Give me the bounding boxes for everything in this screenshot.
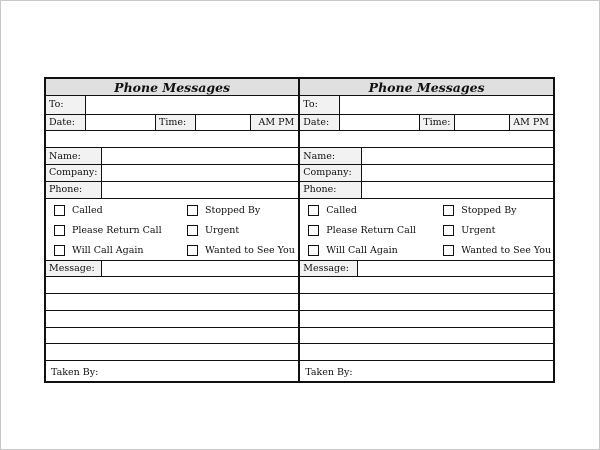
- checkbox-please-return-call[interactable]: [54, 225, 162, 236]
- message-line[interactable]: [46, 294, 298, 311]
- date-time-row: [300, 115, 553, 131]
- date-label: Date:: [300, 115, 340, 130]
- message-row: [46, 261, 298, 278]
- company-field[interactable]: [102, 165, 298, 181]
- checkbox-label: Stopped By: [205, 204, 261, 216]
- name-label: Name:: [300, 148, 362, 164]
- checkbox-called[interactable]: [308, 205, 357, 216]
- checkbox-box[interactable]: [187, 245, 198, 256]
- checkbox-label: Please Return Call: [72, 224, 162, 236]
- name-row: [300, 148, 553, 165]
- checkbox-box[interactable]: [443, 225, 454, 236]
- checkbox-urgent[interactable]: [443, 225, 495, 236]
- message-line[interactable]: [300, 344, 553, 361]
- name-label: Name:: [46, 148, 102, 164]
- checkbox-box[interactable]: [54, 225, 65, 236]
- checkbox-label: Wanted to See You: [205, 244, 295, 256]
- date-field[interactable]: [340, 115, 420, 130]
- time-label: Time:: [156, 115, 196, 130]
- phone-field[interactable]: [102, 182, 298, 198]
- checkbox-stopped-by[interactable]: [187, 205, 260, 216]
- company-label: Company:: [300, 165, 362, 181]
- time-field[interactable]: [455, 115, 510, 130]
- phone-row: [300, 182, 553, 199]
- phone-message-slip-right: [298, 79, 553, 381]
- checkbox-urgent[interactable]: [187, 225, 239, 236]
- to-label: To:: [46, 96, 86, 114]
- phone-label: Phone:: [300, 182, 362, 198]
- message-line[interactable]: [300, 277, 553, 294]
- checkbox-box[interactable]: [54, 205, 65, 216]
- checkbox-label: Wanted to See You: [461, 244, 552, 256]
- checkbox-box[interactable]: [308, 225, 319, 236]
- phone-label: Phone:: [46, 182, 102, 198]
- checkbox-box[interactable]: [443, 205, 454, 216]
- checkbox-will-call-again[interactable]: [308, 245, 398, 256]
- message-line[interactable]: [46, 328, 298, 345]
- checkbox-label: Will Call Again: [326, 244, 398, 256]
- taken-by-label[interactable]: Taken By:: [51, 367, 99, 378]
- date-time-row: [46, 115, 298, 131]
- checkbox-label: Urgent: [205, 224, 240, 236]
- message-line[interactable]: [46, 344, 298, 361]
- checkbox-label: Please Return Call: [326, 224, 416, 236]
- phone-row: [46, 182, 298, 199]
- spacer-row: [300, 131, 553, 149]
- date-label: Date:: [46, 115, 86, 130]
- company-label: Company:: [46, 165, 102, 181]
- message-line[interactable]: [300, 328, 553, 345]
- checkbox-label: Urgent: [461, 224, 496, 236]
- checkbox-label: Called: [326, 204, 357, 216]
- phone-message-sheet: [44, 77, 555, 383]
- checkbox-box[interactable]: [443, 245, 454, 256]
- checkbox-box[interactable]: [54, 245, 65, 256]
- name-field[interactable]: [362, 148, 553, 164]
- message-line[interactable]: [300, 294, 553, 311]
- checkbox-box[interactable]: [308, 245, 319, 256]
- am-pm-label[interactable]: AM PM: [510, 115, 553, 130]
- checkbox-label: Stopped By: [461, 204, 517, 216]
- message-line[interactable]: [300, 311, 553, 328]
- checkbox-stopped-by[interactable]: [443, 205, 516, 216]
- checkbox-box[interactable]: [308, 205, 319, 216]
- time-field[interactable]: [196, 115, 251, 130]
- to-field[interactable]: [86, 96, 298, 114]
- checkbox-will-call-again[interactable]: [54, 245, 144, 256]
- to-label: To:: [300, 96, 340, 114]
- checkbox-wanted-to-see-you[interactable]: [443, 245, 551, 256]
- name-row: [46, 148, 298, 165]
- am-pm-label[interactable]: AM PM: [251, 115, 298, 130]
- status-checkboxes: [46, 199, 298, 261]
- checkbox-box[interactable]: [187, 225, 198, 236]
- slip-title: Phone Messages: [300, 79, 553, 96]
- phone-field[interactable]: [362, 182, 553, 198]
- spacer-row: [46, 131, 298, 149]
- to-row: [46, 96, 298, 115]
- message-field[interactable]: [358, 261, 553, 277]
- message-label: Message:: [46, 261, 102, 277]
- message-field[interactable]: [102, 261, 298, 277]
- time-label: Time:: [420, 115, 455, 130]
- status-checkboxes: [300, 199, 553, 261]
- checkbox-called[interactable]: [54, 205, 103, 216]
- to-field[interactable]: [340, 96, 553, 114]
- taken-by-label[interactable]: Taken By:: [305, 367, 353, 378]
- checkbox-please-return-call[interactable]: [308, 225, 416, 236]
- checkbox-box[interactable]: [187, 205, 198, 216]
- company-row: [300, 165, 553, 182]
- company-row: [46, 165, 298, 182]
- checkbox-label: Called: [72, 204, 103, 216]
- company-field[interactable]: [362, 165, 553, 181]
- to-row: [300, 96, 553, 115]
- checkbox-wanted-to-see-you[interactable]: [187, 245, 295, 256]
- message-row: [300, 261, 553, 278]
- message-line[interactable]: [46, 277, 298, 294]
- slip-title: Phone Messages: [46, 79, 298, 96]
- checkbox-label: Will Call Again: [72, 244, 144, 256]
- date-field[interactable]: [86, 115, 156, 130]
- name-field[interactable]: [102, 148, 298, 164]
- message-line[interactable]: [46, 311, 298, 328]
- message-label: Message:: [300, 261, 358, 277]
- phone-message-slip-left: [46, 79, 298, 381]
